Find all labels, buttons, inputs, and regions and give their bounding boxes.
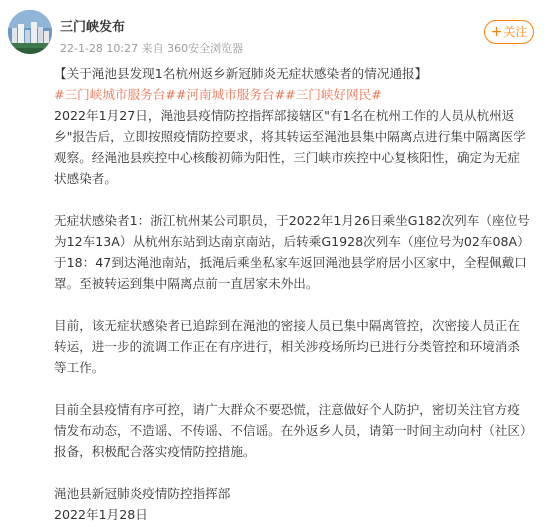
post-meta <box>60 40 243 56</box>
paragraph-case: 无症状感染者1：浙江杭州某公司职员，于2022年1月26日乘坐G182次列车（座位号为12车13A）从杭州东站到达南京南站，后转乘G1928次列车（座位号为02车08A）于18：47到达渑池南站，抵渑后乘坐私家车返回渑池县学府居小区家中，全程佩戴口罩。至被转运到集中隔离点前一直居家未外出。 <box>54 213 530 291</box>
tag-link[interactable]: #三门峡城市服务台# <box>54 87 176 102</box>
signature-date: 2022年1月28日 <box>54 507 148 522</box>
city-skyline-avatar-icon <box>8 10 52 54</box>
spacer <box>54 378 532 399</box>
tag-link[interactable]: #三门峡好网民# <box>285 87 382 102</box>
paragraph-tracing: 目前，该无症状感染者已追踪到在渑池的密接人员已集中隔离管控，次密接人员正在转运，进一步的流调工作正在有序进行，相关涉疫场所均已进行分类管控和环境消杀等工作。 <box>54 318 520 375</box>
follow-label: 关注 <box>503 25 528 39</box>
post-content <box>54 63 532 525</box>
avatar[interactable] <box>8 10 52 54</box>
post-source: 来自 360安全浏览器 <box>141 42 244 55</box>
signature: 渑池县新冠肺炎疫情防控指挥部 <box>54 486 231 501</box>
spacer <box>54 462 532 483</box>
post-time: 22-1-28 10:27 <box>60 42 139 55</box>
paragraph-report: 2022年1月27日，渑池县疫情防控指挥部接辖区"有1名在杭州工作的人员从杭州返乡"报告后，立即按照疫情防控要求，将其转运至渑池县集中隔离点进行集中隔离医学观察。经渑池县疾控中心核酸初筛为阳性，三门峡市疾控中心复核阳性，确定为无症状感染者。 <box>54 108 526 186</box>
post-title: 【关于渑池县发现1名杭州返乡新冠肺炎无症状感染者的情况通报】 <box>54 66 428 81</box>
paragraph-notice: 目前全县疫情有序可控，请广大群众不要恐慌，注意做好个人防护，密切关注官方疫情发布动态，不造谣、不传谣、不信谣。在外返乡人员，请第一时间主动向村（社区）报备，积极配合落实疫情防控措施。 <box>54 402 527 459</box>
spacer <box>54 294 532 315</box>
author-name[interactable]: 三门峡发布 <box>60 20 126 35</box>
tag-list <box>54 84 532 105</box>
follow-button[interactable] <box>484 20 534 44</box>
plus-icon: + <box>490 24 503 40</box>
tag-link[interactable]: #河南城市服务台# <box>175 87 286 102</box>
post-header <box>8 10 542 58</box>
spacer <box>54 189 532 210</box>
